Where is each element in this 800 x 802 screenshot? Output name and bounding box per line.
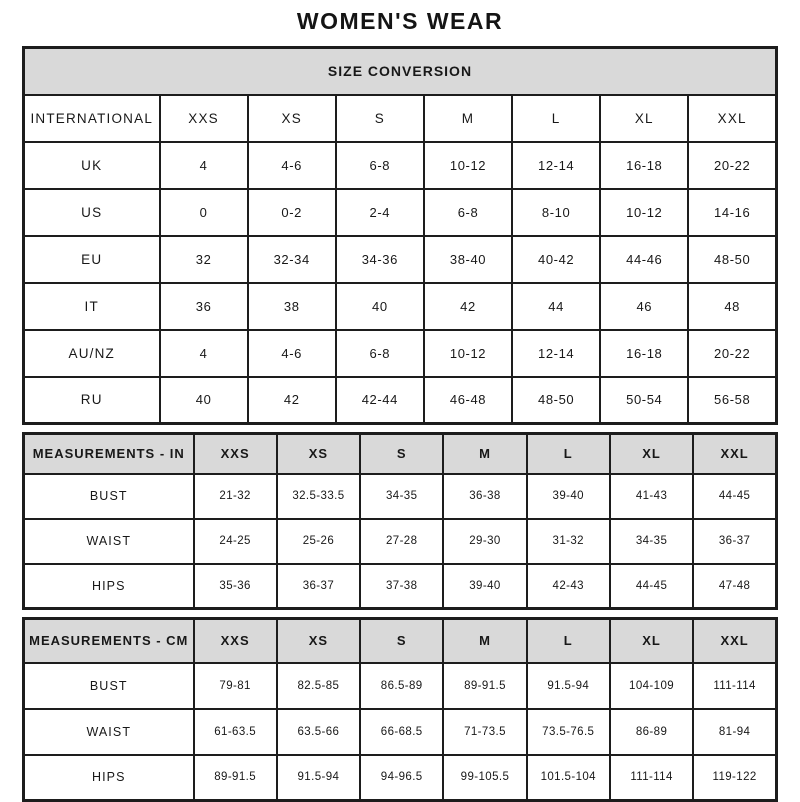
- column-header: XXL: [693, 619, 776, 663]
- column-header: XS: [277, 434, 360, 474]
- column-header: XL: [610, 434, 693, 474]
- table-row: [24, 377, 777, 424]
- size-value: 40: [336, 283, 424, 330]
- size-value: 12-14: [512, 142, 600, 189]
- column-header: L: [527, 619, 610, 663]
- column-header: S: [360, 619, 443, 663]
- table-row: [24, 564, 777, 609]
- size-value: 46: [600, 283, 688, 330]
- size-value: 46-48: [424, 377, 512, 424]
- measurement-value: 44-45: [610, 564, 693, 609]
- measurement-value: 63.5-66: [277, 709, 360, 755]
- measurement-value: 25-26: [277, 519, 360, 564]
- table-row: [24, 663, 777, 709]
- column-header: INTERNATIONAL: [24, 95, 160, 142]
- size-value: 16-18: [600, 330, 688, 377]
- column-header: XXL: [688, 95, 776, 142]
- measurements-in-table: [22, 432, 778, 610]
- table-row: [24, 236, 777, 283]
- column-header-row: [24, 619, 777, 663]
- column-header: L: [527, 434, 610, 474]
- page-title: WOMEN'S WEAR: [296, 8, 504, 34]
- measurement-value: 119-122: [693, 755, 776, 801]
- measurement-value: 89-91.5: [194, 755, 277, 801]
- size-value: 0: [160, 189, 248, 236]
- measurement-value: 44-45: [693, 474, 776, 519]
- row-label: US: [24, 189, 160, 236]
- size-value: 4: [160, 330, 248, 377]
- size-value: 4-6: [248, 142, 336, 189]
- size-value: 56-58: [688, 377, 776, 424]
- measurement-value: 32.5-33.5: [277, 474, 360, 519]
- size-value: 4-6: [248, 330, 336, 377]
- size-value: 48-50: [512, 377, 600, 424]
- column-header: S: [360, 434, 443, 474]
- measurement-value: 36-38: [443, 474, 526, 519]
- size-value: 34-36: [336, 236, 424, 283]
- measurement-value: 89-91.5: [443, 663, 526, 709]
- measurement-value: 35-36: [194, 564, 277, 609]
- measurements-in-title: MEASUREMENTS - IN: [24, 434, 194, 474]
- size-value: 42-44: [336, 377, 424, 424]
- measurement-value: 91.5-94: [527, 663, 610, 709]
- column-header: XXS: [194, 434, 277, 474]
- measurement-value: 36-37: [693, 519, 776, 564]
- measurement-value: 36-37: [277, 564, 360, 609]
- measurement-value: 71-73.5: [443, 709, 526, 755]
- row-label: EU: [24, 236, 160, 283]
- table-row: [24, 755, 777, 801]
- measurement-value: 39-40: [527, 474, 610, 519]
- measurement-value: 31-32: [527, 519, 610, 564]
- size-value: 6-8: [424, 189, 512, 236]
- size-value: 42: [248, 377, 336, 424]
- column-header: XS: [248, 95, 336, 142]
- row-label: HIPS: [24, 755, 194, 801]
- size-value: 32-34: [248, 236, 336, 283]
- measurement-value: 37-38: [360, 564, 443, 609]
- column-header-row: [24, 95, 777, 142]
- measurement-value: 66-68.5: [360, 709, 443, 755]
- size-value: 50-54: [600, 377, 688, 424]
- measurement-value: 79-81: [194, 663, 277, 709]
- row-label: BUST: [24, 474, 194, 519]
- size-value: 40-42: [512, 236, 600, 283]
- measurement-value: 34-35: [360, 474, 443, 519]
- size-conversion-title: SIZE CONVERSION: [24, 48, 777, 95]
- table-row: [24, 283, 777, 330]
- size-value: 16-18: [600, 142, 688, 189]
- measurement-value: 21-32: [194, 474, 277, 519]
- measurement-value: 34-35: [610, 519, 693, 564]
- size-value: 4: [160, 142, 248, 189]
- size-value: 44: [512, 283, 600, 330]
- size-value: 38: [248, 283, 336, 330]
- measurement-value: 111-114: [610, 755, 693, 801]
- column-header: L: [512, 95, 600, 142]
- size-value: 6-8: [336, 142, 424, 189]
- table-row: [24, 519, 777, 564]
- size-value: 14-16: [688, 189, 776, 236]
- size-value: 42: [424, 283, 512, 330]
- size-value: 6-8: [336, 330, 424, 377]
- row-label: RU: [24, 377, 160, 424]
- size-value: 0-2: [248, 189, 336, 236]
- size-value: 36: [160, 283, 248, 330]
- column-header: XL: [610, 619, 693, 663]
- size-value: 10-12: [424, 142, 512, 189]
- measurement-value: 104-109: [610, 663, 693, 709]
- column-header: XS: [277, 619, 360, 663]
- table-row: [24, 709, 777, 755]
- column-header: M: [443, 434, 526, 474]
- size-value: 40: [160, 377, 248, 424]
- row-label: WAIST: [24, 709, 194, 755]
- measurement-value: 86-89: [610, 709, 693, 755]
- column-header: XXS: [160, 95, 248, 142]
- measurements-cm-table: [22, 617, 778, 802]
- row-label: IT: [24, 283, 160, 330]
- column-header: M: [424, 95, 512, 142]
- measurements-cm-title: MEASUREMENTS - CM: [24, 619, 194, 663]
- size-value: 12-14: [512, 330, 600, 377]
- size-value: 20-22: [688, 330, 776, 377]
- measurement-value: 86.5-89: [360, 663, 443, 709]
- measurement-value: 73.5-76.5: [527, 709, 610, 755]
- table-row: [24, 142, 777, 189]
- measurement-value: 29-30: [443, 519, 526, 564]
- size-value: 38-40: [424, 236, 512, 283]
- measurement-value: 101.5-104: [527, 755, 610, 801]
- measurement-value: 27-28: [360, 519, 443, 564]
- column-header-row: [24, 434, 777, 474]
- size-value: 2-4: [336, 189, 424, 236]
- measurement-value: 39-40: [443, 564, 526, 609]
- measurement-value: 94-96.5: [360, 755, 443, 801]
- measurement-value: 42-43: [527, 564, 610, 609]
- size-value: 10-12: [600, 189, 688, 236]
- table-row: [24, 474, 777, 519]
- size-value: 48: [688, 283, 776, 330]
- size-conversion-table: [22, 46, 778, 425]
- measurement-value: 91.5-94: [277, 755, 360, 801]
- table-caption-row: [24, 48, 777, 95]
- measurement-value: 82.5-85: [277, 663, 360, 709]
- measurement-value: 81-94: [693, 709, 776, 755]
- measurement-value: 111-114: [693, 663, 776, 709]
- measurement-value: 61-63.5: [194, 709, 277, 755]
- measurement-value: 24-25: [194, 519, 277, 564]
- size-value: 20-22: [688, 142, 776, 189]
- size-value: 44-46: [600, 236, 688, 283]
- size-value: 48-50: [688, 236, 776, 283]
- row-label: UK: [24, 142, 160, 189]
- measurement-value: 99-105.5: [443, 755, 526, 801]
- column-header: XL: [600, 95, 688, 142]
- measurement-value: 41-43: [610, 474, 693, 519]
- row-label: BUST: [24, 663, 194, 709]
- measurement-value: 47-48: [693, 564, 776, 609]
- column-header: XXS: [194, 619, 277, 663]
- table-row: [24, 330, 777, 377]
- column-header: XXL: [693, 434, 776, 474]
- row-label: AU/NZ: [24, 330, 160, 377]
- column-header: M: [443, 619, 526, 663]
- size-value: 32: [160, 236, 248, 283]
- table-row: [24, 189, 777, 236]
- column-header: S: [336, 95, 424, 142]
- row-label: HIPS: [24, 564, 194, 609]
- size-value: 10-12: [424, 330, 512, 377]
- size-value: 8-10: [512, 189, 600, 236]
- row-label: WAIST: [24, 519, 194, 564]
